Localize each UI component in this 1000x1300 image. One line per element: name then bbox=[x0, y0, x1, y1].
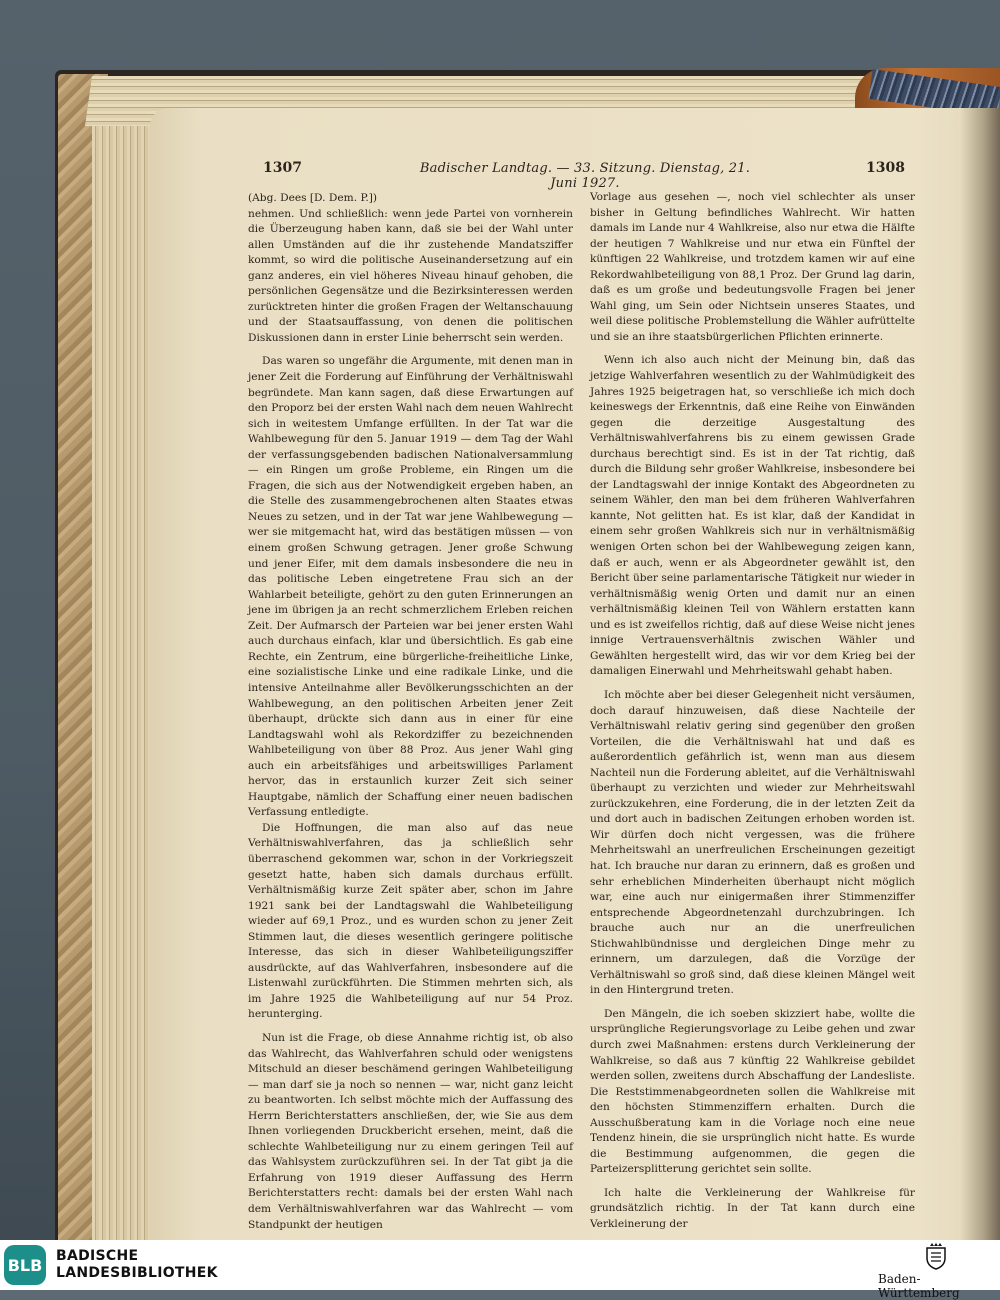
paragraph: Das waren so ungefähr die Argumente, mit denen man in jener Zeit die Forderung auf Einführung der Verhältniswahl begründete. Man kann sagen, daß diese Erwartungen auf den Proporz bei der ersten Wahl nach dem neuen Wahlrecht sich in weitestem Umfange erfüllten. In der Tat war die Wahlbewegung für den 5. Januar 1919 — dem Tag der Wahl der verfassungsgebenden badischen Nationalversammlung — ein Ringen um große Probleme, ein Ringen um die Fragen, die sich aus der Notwendigkeit ergeben haben, an die Stelle des zusammengebrochenen alten Staates etwas Neues zu setzen, und in der Tat war jene Wahlbewegung — wer sie mitgemacht hat, wird das bestätigen müssen — von einem großen Schwung getragen. Jener große Schwung und jener Eifer, mit dem damals insbesondere die neu in das politische Leben eingetretene Frau sich an der Wahlarbeit beteiligte, gehört zu den guten Erinnerungen an jene im übrigen ja an recht schmerzlichem Erleben reichen Zeit. Der Aufmarsch der Parteien war bei jener ersten Wahl auch durchaus einfach, klar und übersichtlich. Es gab eine Rechte, ein Zentrum, eine bürgerliche-freiheitliche Linke, eine sozialistische Linke und eine radikale Linke, und die intensive Anteilnahme aller Bevölkerungsschichten an der Wahlbewegung, an den politischen Arbeiten jener Zeit überhaupt, drückte sich dann aus in einer für eine Landtagswahl wohl als Rekordziffer zu bezeichnenden Wahlbeteiligung von über 88 Proz. Aus jener Wahl ging auch ein arbeitsfähiges und arbeitswilliges Parlament hervor, das in erstaunlich kurzer Zeit sich seiner Hauptgabe, nämlich der Schaffung einer neuen badischen Verfassung entledigte. bbox=[248, 355, 573, 819]
text-column-right bbox=[590, 190, 915, 1233]
paragraph: Ich möchte aber bei dieser Gelegenheit nicht versäumen, doch darauf hinzuweisen, daß diese Nachteile der Verhältniswahl relativ gering sind gegenüber den großen Vorteilen, die die Verhältniswahl hat und daß es außerordentlich gefährlich ist, wenn man aus diesem Nachteil nun die Forderung ableitet, auf die Verhältniswahl überhaupt zu verzichten und wieder zur Mehrheitswahl zurückzukehren, eine Forderung, die in der letzten Zeit da und dort auch in badischen Zeitungen erhoben worden ist. Wir dürfen doch nicht vergessen, was die frühere Mehrheitswahl an unerfreulichen Erscheinungen gezeitigt hat. Ich brauche nur daran zu erinnern, daß es großen und sehr erheblichen Minderheiten überhaupt nicht möglich war, eine auch nur einigermaßen ihrer Stimmenziffer entsprechende Abgeordnetenzahl durchzubringen. Ich brauche auch nur an die unerfreulichen Stichwahlbündnisse und dergleichen Dinge mehr zu erinnern, um darzulegen, daß die Vorzüge der Verhältniswahl so groß sind, daß diese kleinen Mängel weit in den Hintergrund treten. bbox=[590, 688, 915, 997]
header-title: Badischer Landtag. — 33. Sitzung. Dienstag, 21. Juni 1927. bbox=[419, 161, 751, 191]
paragraph: nehmen. Und schließlich: wenn jede Partei von vornherein die Überzeugung haben kann, daß sie bei der Wahl unter allen Umständen auf die ihr zustehende Mandatsziffer kommt, so wird die politische Auseinandersetzung auf ein ganz anderes, ein viel höheres Niveau hinauf gehoben, die persönlichen Gegensätze und die Bezirksinteressen werden zurücktreten hinter die großen Fragen der Weltanschauung und der Staatsauffassung, von denen die politischen Diskussionen dann in erster Linie beherrscht sein werden. bbox=[248, 207, 573, 344]
library-name-line1: BADISCHE bbox=[56, 1248, 139, 1264]
speaker-tag: (Abg. Dees [D. Dem. P.]) bbox=[248, 192, 378, 204]
paragraph: Vorlage aus gesehen —, noch viel schlechter als unser bisher in Geltung befindliches Wahlrecht. Wir hatten damals im Lande nur 4 Wahlkreise, also nur etwa die Hälfte der heutigen 7 Wahlkreise und nur etwa ein Fünftel der künftigen 22 Wahlkreise, und trotzdem kamen wir auf eine Rekordwahlbeteiligung von 88,1 Proz. Der Grund lag darin, daß es um große und bedeutungsvolle Fragen bei jener Wahl ging, um Sein oder Nichtsein unseres Staates, und weil diese politische Problemstellung die Wähler aufrüttelte und sie an ihre staatsbürgerlichen Pflichten erinnerte. bbox=[590, 191, 915, 343]
paragraph: Die Hoffnungen, die man also auf das neue Verhältniswahlverfahren, das ja schließlich sehr überraschend gekommen war, schon in der Vorkriegszeit gesetzt hatte, haben sich damals durchaus erfüllt. Verhältnismäßig kurze Zeit später aber, schon im Jahre 1921 sank bei der Landtagswahl die Wahlbeteiligung wieder auf 69,1 Proz., und es wurden schon zu jener Zeit Stimmen laut, die dieses wesentlich geringere politische Interesse, das sich in dieser Wahlbeteiligungsziffer ausdrückte, auf das Wahlverfahren, insbesondere auf die Listenwahl zurückführten. Die Stimmen mehrten sich, als im Jahre 1925 die Wahlbeteiligung auf nur 54 Proz. herunterging. bbox=[248, 821, 573, 1021]
paragraph: Wenn ich also auch nicht der Meinung bin, daß das jetzige Wahlverfahren wesentlich zu der Wahlmüdigkeit des Jahres 1925 beigetragen hat, so verschließe ich mich doch keineswegs der Erkenntnis, daß eine Reihe von Einwänden gegen die derzeitige Ausgestaltung des Verhältniswahlverfahrens bis zu einem gewissen Grade durchaus berechtigt sind. Es ist in der Tat richtig, daß durch die Bildung sehr großer Wahlkreise, insbesondere bei der Landtagswahl der innige Kontakt des Abgeordneten zu seinem Wähler, den man bei dem früheren Wahlverfahren kannte, Not gelitten hat. Es ist klar, daß der Kandidat in einem sehr großen Wahlkreis sich nur in verhältnismäßig wenigen Orten schon bei der Wahlbewegung zeigen kann, daß er auch, wenn er als Abgeordneter gewählt ist, den Bericht über seine parlamentarische Tätigkeit nur wieder in verhältnismäßig wenig Orten und damit nur an einen verhältnismäßig kleinen Teil von Wählern erstatten kann und es ist zweifellos richtig, daß auf diese Weise nicht jenes innige Vertrauensverhältnis zwischen Wähler und Gewählten hergestellt wird, das wir vor dem Krieg bei der damaligen Einerwahl und Mehrheitswahl gehabt haben. bbox=[590, 354, 915, 678]
page-number-right: 1308 bbox=[866, 160, 905, 176]
library-name-line2: LANDESBIBLIOTHEK bbox=[56, 1265, 218, 1281]
coat-of-arms-icon bbox=[924, 1242, 948, 1270]
paragraph: Den Mängeln, die ich soeben skizziert habe, wollte die ursprüngliche Regierungsvorlage zu Leibe gehen und zwar durch zwei Maßnahmen: erstens durch Verkleinerung der Wahlkreise, so daß aus 7 künftig 22 Wahlkreise gebildet werden sollen, zweitens durch Abschaffung der Landesliste. Die Reststimmenabgeordneten sollen die Wahlkreise mit den höchsten Stimmenziffern erhalten. Durch die Ausschußberatung kam in die Vorlage noch eine neue Tendenz hinein, die sie ursprünglich nicht hatte. Es wurde die Bestimmung aufgenommen, die gegen die Parteizersplitterung gerichtet sein sollte. bbox=[590, 1007, 915, 1176]
blb-logo[interactable] bbox=[4, 1245, 46, 1285]
page-number-left: 1307 bbox=[263, 160, 302, 176]
paragraph: Nun ist die Frage, ob diese Annahme richtig ist, ob also das Wahlrecht, das Wahlverfahren schuld oder wenigstens Mitschuld an dieser beschämend geringen Wahlbeteiligung — man darf sie ja noch so nennen — war, nicht ganz leicht zu beantworten. Ich selbst möchte mich der Auffassung des Herrn Berichterstatters anschließen, der, wie Sie aus dem Ihnen vorliegenden Druckbericht ersehen, meint, daß die schlechte Wahlbeteiligung nur zu einem geringen Teil auf das Wahlsystem zurückzuführen sei. In der Tat gibt ja die Erfahrung von 1919 dieser Auffassung des Herrn Berichterstatters recht: damals bei der ersten Wahl nach dem Verhältniswahlverfahren war das Wahlrecht — vom Standpunkt der heutigen bbox=[248, 1031, 573, 1231]
page-stack-side bbox=[92, 80, 152, 1240]
text-column-left bbox=[248, 191, 573, 1233]
page-gutter-shadow bbox=[960, 108, 1000, 1240]
blb-logo-text: BLB bbox=[7, 1255, 43, 1275]
state-name: Baden-Württemberg bbox=[878, 1272, 960, 1300]
library-name[interactable] bbox=[56, 1248, 218, 1282]
running-header bbox=[255, 160, 905, 191]
paragraph: Ich halte die Verkleinerung der Wahlkreise für grundsätzlich richtig. In der Tat kann durch eine Verkleinerung der bbox=[590, 1186, 915, 1230]
